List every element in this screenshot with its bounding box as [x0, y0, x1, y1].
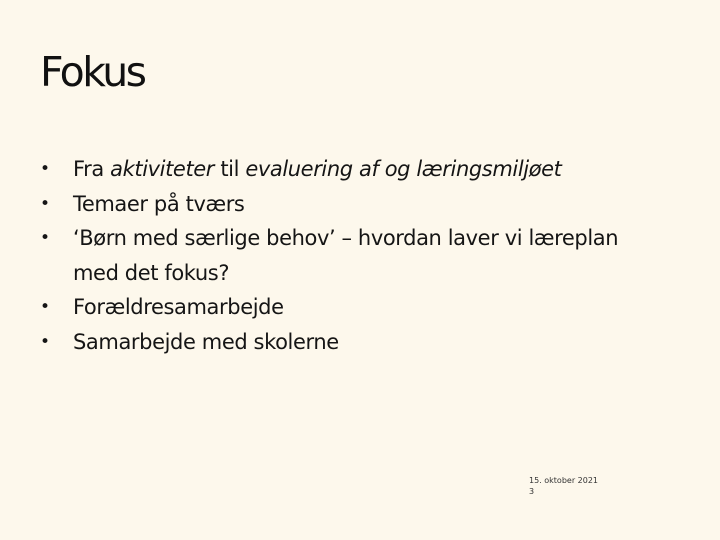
bullet-text-part: Temaer på tværs	[73, 191, 245, 216]
bullet-text-part-italic: evaluering af og læringsmiljøet	[245, 157, 562, 181]
bullet-dot-icon: •	[40, 159, 50, 179]
bullet-item	[40, 221, 660, 290]
bullet-list	[40, 152, 660, 359]
bullet-item	[40, 325, 660, 360]
bullet-text-part: Samarbejde med skolerne	[73, 329, 339, 354]
slide-footer	[529, 475, 598, 497]
bullet-dot-icon: •	[40, 331, 50, 352]
bullet-text-part: Forældresamarbejde	[73, 295, 284, 319]
bullet-dot-icon: •	[40, 193, 50, 214]
bullet-item	[40, 187, 660, 222]
footer-date: 15. oktober 2021	[529, 476, 599, 485]
bullet-text-part: ‘Børn med særlige behov’ – hvordan laver vi læreplan med det fokus?	[73, 226, 619, 285]
bullet-text-part: til	[214, 157, 246, 181]
bullet-dot-icon: •	[40, 228, 50, 248]
slide-title: Fokus	[40, 48, 145, 96]
bullet-dot-icon: •	[40, 297, 50, 317]
page-number: 3	[529, 487, 535, 496]
bullet-text-part: Fra	[73, 157, 111, 181]
bullet-item	[40, 152, 660, 187]
bullet-item	[40, 290, 660, 325]
bullet-text-part-italic: aktiviteter	[110, 157, 215, 181]
